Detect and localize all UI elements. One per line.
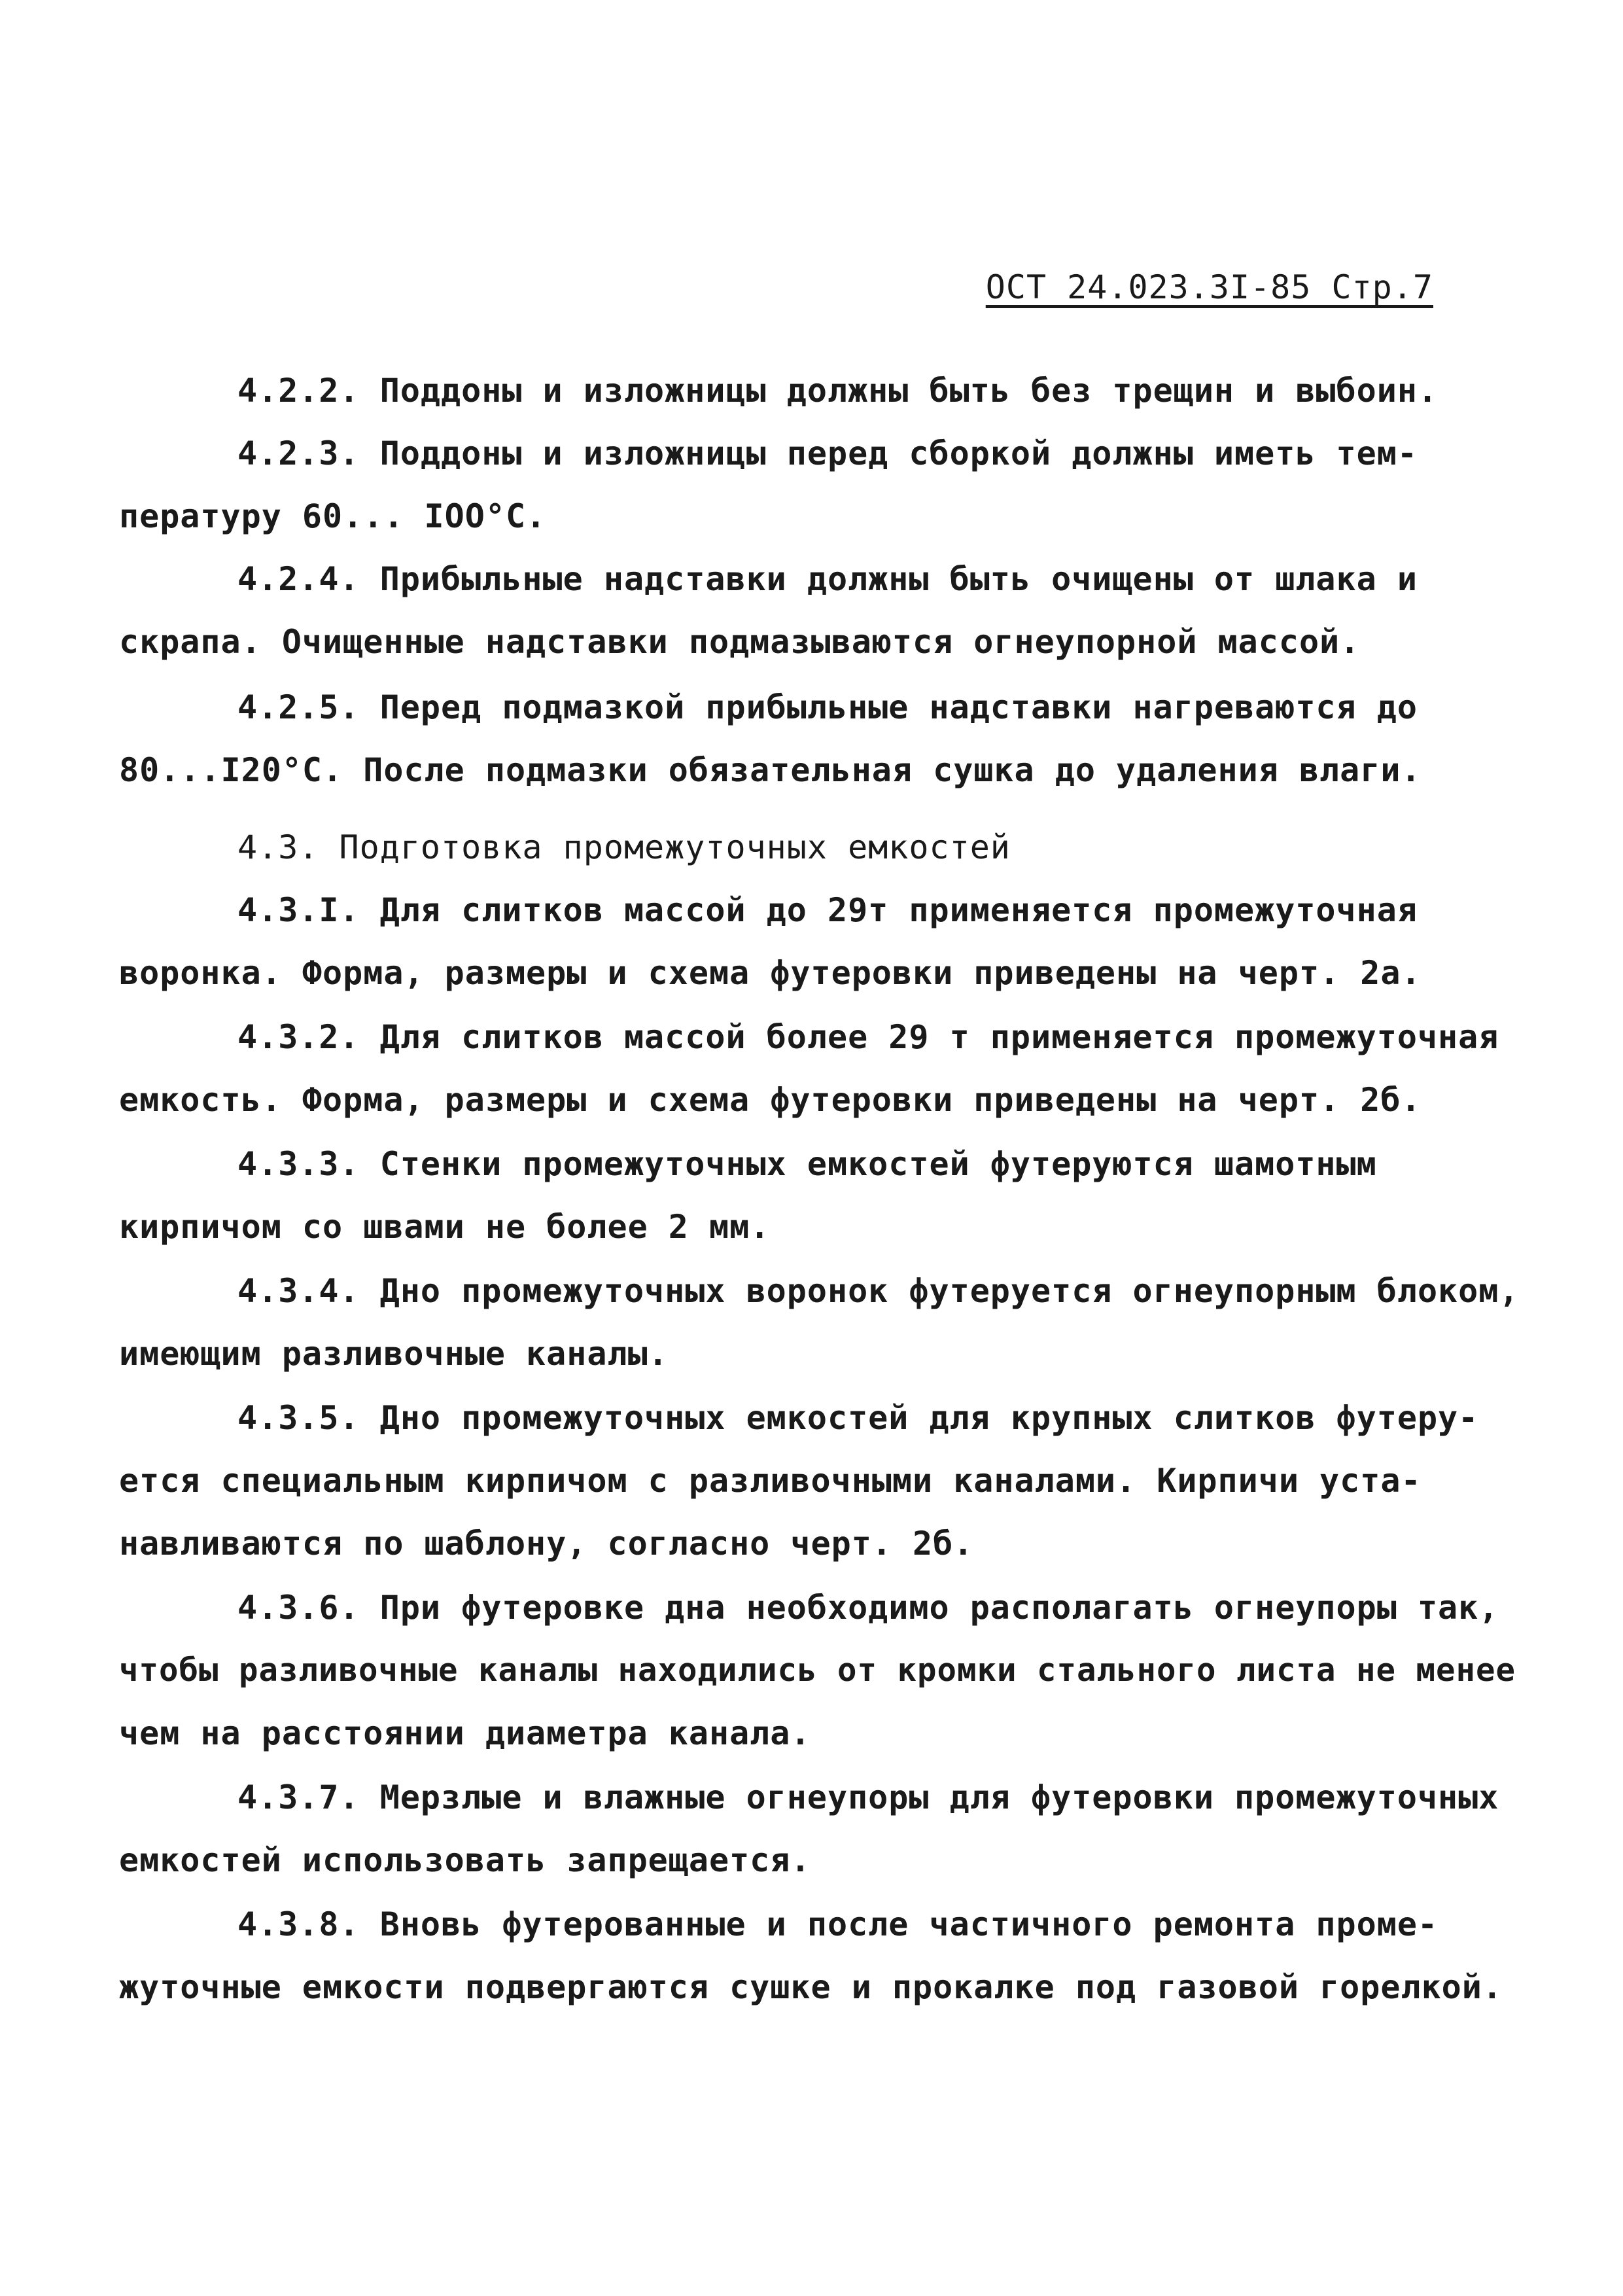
paragraph-line: имеющим разливочные каналы.	[119, 1335, 669, 1373]
paragraph-line: жуточные емкости подвергаются сушке и прокалке под газовой горелкой.	[119, 1968, 1503, 2006]
section-heading: 4.3. Подготовка промежуточных емкостей	[237, 828, 1011, 866]
paragraph-line: 4.2.5. Перед подмазкой прибыльные надставки нагреваются до	[237, 688, 1418, 726]
paragraph-line: 4.3.3. Стенки промежуточных емкостей футеруются шамотным	[237, 1145, 1377, 1183]
paragraph-line: чтобы разливочные каналы находились от кромки стального листа не менее	[119, 1651, 1516, 1689]
paragraph-line: скрапа. Очищенные надставки подмазываются огнеупорной массой.	[119, 623, 1361, 661]
page-header: ОСТ 24.023.3I-85 Стр.7	[985, 268, 1433, 306]
paragraph-line: 4.2.3. Поддоны и изложницы перед сборкой должны иметь тем-	[237, 434, 1418, 472]
paragraph-line: 4.2.4. Прибыльные надставки должны быть очищены от шлака и	[237, 560, 1418, 598]
paragraph-line: чем на расстоянии диаметра канала.	[119, 1714, 811, 1752]
paragraph-line: навливаются по шаблону, согласно черт. 2б.	[119, 1525, 974, 1563]
paragraph-line: 80...I20°C. После подмазки обязательная сушка до удаления влаги.	[119, 751, 1422, 789]
paragraph-line: емкость. Форма, размеры и схема футеровки приведены на черт. 2б.	[119, 1081, 1422, 1119]
paragraph-line: пературу 60... IOO°C.	[119, 497, 547, 535]
paragraph-line: емкостей использовать запрещается.	[119, 1841, 811, 1879]
paragraph-line: 4.2.2. Поддоны и изложницы должны быть без трещин и выбоин.	[237, 372, 1439, 410]
paragraph-line: 4.3.4. Дно промежуточных воронок футеруется огнеупорным блоком,	[237, 1272, 1520, 1310]
paragraph-line: ется специальным кирпичом с разливочными каналами. Кирпичи уста-	[119, 1462, 1422, 1500]
paragraph-line: воронка. Форма, размеры и схема футеровки приведены на черт. 2а.	[119, 954, 1422, 992]
paragraph-line: 4.3.5. Дно промежуточных емкостей для крупных слитков футеру-	[237, 1399, 1479, 1437]
paragraph-line: кирпичом со швами не более 2 мм.	[119, 1208, 771, 1246]
paragraph-line: 4.3.8. Вновь футерованные и после частичного ремонта проме-	[237, 1905, 1439, 1943]
paragraph-line: 4.3.6. При футеровке дна необходимо располагать огнеупоры так,	[237, 1589, 1499, 1627]
paragraph-line: 4.3.2. Для слитков массой более 29 т применяется промежуточная	[237, 1018, 1499, 1056]
paragraph-line: 4.3.I. Для слитков массой до 29т применяется промежуточная	[237, 891, 1418, 929]
paragraph-line: 4.3.7. Мерзлые и влажные огнеупоры для футеровки промежуточных	[237, 1778, 1499, 1816]
